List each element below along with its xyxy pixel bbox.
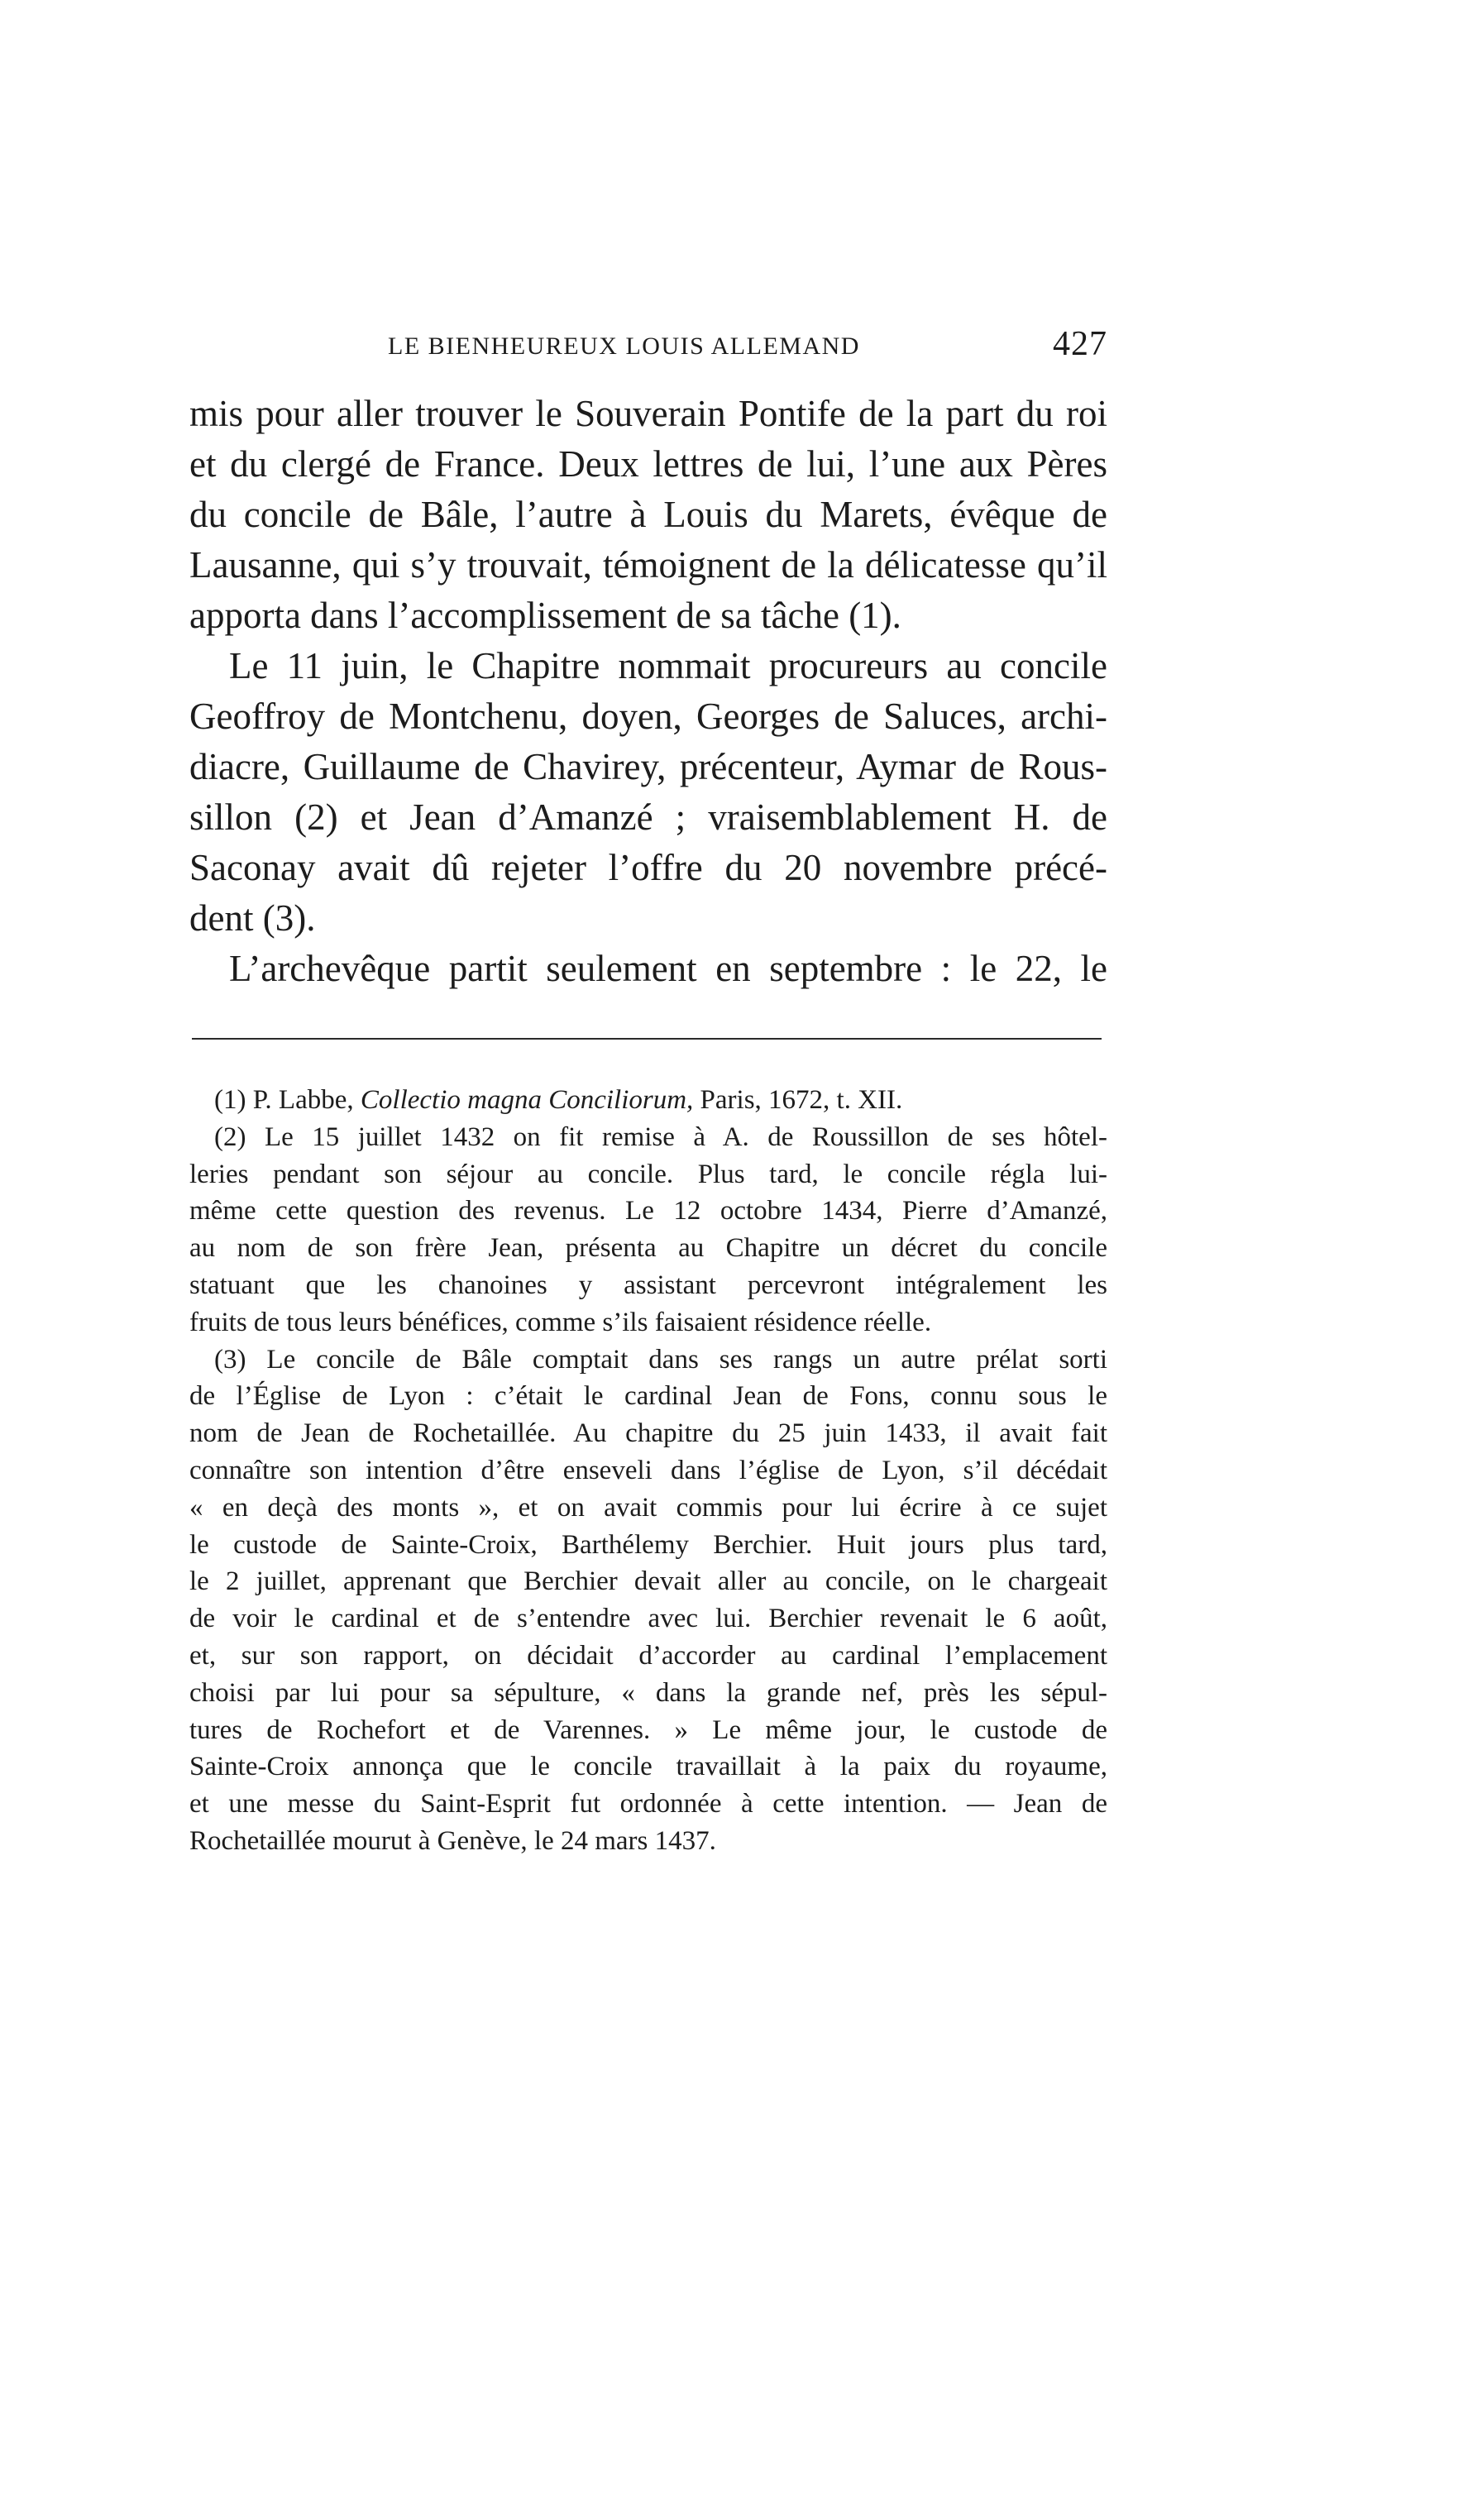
footnote-3-line: Rochetaillée mourut à Genève, le 24 mars 1437. bbox=[189, 1825, 716, 1856]
footnote-3-line: le custode de Sainte-Croix, Barthélemy Berchier. Huit jours plus tard, bbox=[189, 1529, 1107, 1560]
footnote-3-line: de voir le cardinal et de s’entendre avec lui. Berchier revenait le 6 août, bbox=[189, 1604, 1107, 1634]
body-line: du concile de Bâle, l’autre à Louis du Marets, évêque de bbox=[189, 494, 1107, 535]
footnote-1-title: Collectio magna Conciliorum, bbox=[360, 1085, 694, 1115]
footnote-1-tail: Paris, 1672, t. XII. bbox=[693, 1085, 903, 1115]
footnote-3-line: « en deçà des monts », et on avait commis pour lui écrire à ce sujet bbox=[189, 1492, 1107, 1523]
footnote-3-line: nom de Jean de Rochetaillée. Au chapitre du 25 juin 1433, il avait fait bbox=[189, 1418, 1107, 1449]
body-line: mis pour aller trouver le Souverain Pontife de la part du roi bbox=[189, 393, 1107, 434]
footnote-3-line: choisi par lui pour sa sépulture, « dans la grande nef, près les sépul- bbox=[189, 1677, 1107, 1708]
body-line: et du clergé de France. Deux lettres de lui, l’une aux Pères bbox=[189, 443, 1107, 485]
footnote-1-lead: (1) P. Labbe, bbox=[214, 1085, 361, 1115]
footnote-2-line: (2) Le 15 juillet 1432 on fit remise à A. de Roussillon de ses hôtel- bbox=[214, 1121, 1107, 1152]
footnote-3-line: connaître son intention d’être enseveli dans l’église de Lyon, s’il décédait bbox=[189, 1455, 1107, 1485]
page-number: 427 bbox=[1053, 325, 1107, 363]
body-line: diacre, Guillaume de Chavirey, précenteur, Aymar de Rous- bbox=[189, 746, 1107, 787]
footnote-3-line: et une messe du Saint-Esprit fut ordonnée à cette intention. — Jean de bbox=[189, 1789, 1107, 1819]
body-line: Le 11 juin, le Chapitre nommait procureurs au concile bbox=[229, 645, 1107, 686]
footnote-divider bbox=[192, 1038, 1102, 1040]
body-line: Geoffroy de Montchenu, doyen, Georges de Saluces, archi- bbox=[189, 696, 1107, 737]
footnotes bbox=[189, 1082, 1107, 1860]
footnote-3-line: le 2 juillet, apprenant que Berchier devait aller au concile, on le chargeait bbox=[189, 1566, 1107, 1597]
body-line: Saconay avait dû rejeter l’offre du 20 novembre précé- bbox=[189, 847, 1107, 888]
body-line: L’archevêque partit seulement en septembre : le 22, le bbox=[229, 948, 1107, 989]
running-title: LE BIENHEUREUX LOUIS ALLEMAND bbox=[388, 332, 860, 360]
footnote-3-line: et, sur son rapport, on décidait d’accorder au cardinal l’emplacement bbox=[189, 1640, 1107, 1671]
footnote-2-line: leries pendant son séjour au concile. Plus tard, le concile régla lui- bbox=[189, 1159, 1107, 1189]
page-header bbox=[189, 325, 1107, 369]
footnote-3-line: Sainte-Croix annonça que le concile travaillait à la paix du royaume, bbox=[189, 1752, 1107, 1782]
footnote-2-line: statuant que les chanoines y assistant percevront intégralement les bbox=[189, 1270, 1107, 1300]
footnote-2-line: fruits de tous leurs bénéfices, comme s’ils faisaient résidence réelle. bbox=[189, 1307, 932, 1337]
body-text bbox=[189, 389, 1107, 994]
footnote-1 bbox=[189, 1082, 1107, 1119]
footnote-2-line: même cette question des revenus. Le 12 octobre 1434, Pierre d’Amanzé, bbox=[189, 1196, 1107, 1227]
body-line: dent (3). bbox=[189, 897, 316, 939]
footnote-3-line: tures de Rochefort et de Varennes. » Le même jour, le custode de bbox=[189, 1714, 1107, 1745]
body-line: apporta dans l’accomplissement de sa tâche (1). bbox=[189, 595, 901, 636]
body-line: sillon (2) et Jean d’Amanzé ; vraisemblablement H. de bbox=[189, 796, 1107, 838]
body-line: Lausanne, qui s’y trouvait, témoignent de la délicatesse qu’il bbox=[189, 544, 1107, 586]
footnote-2-line: au nom de son frère Jean, présenta au Chapitre un décret du concile bbox=[189, 1233, 1107, 1264]
footnote-3-line: (3) Le concile de Bâle comptait dans ses rangs un autre prélat sorti bbox=[214, 1344, 1107, 1375]
footnote-3-line: de l’Église de Lyon : c’était le cardinal Jean de Fons, connu sous le bbox=[189, 1381, 1107, 1412]
